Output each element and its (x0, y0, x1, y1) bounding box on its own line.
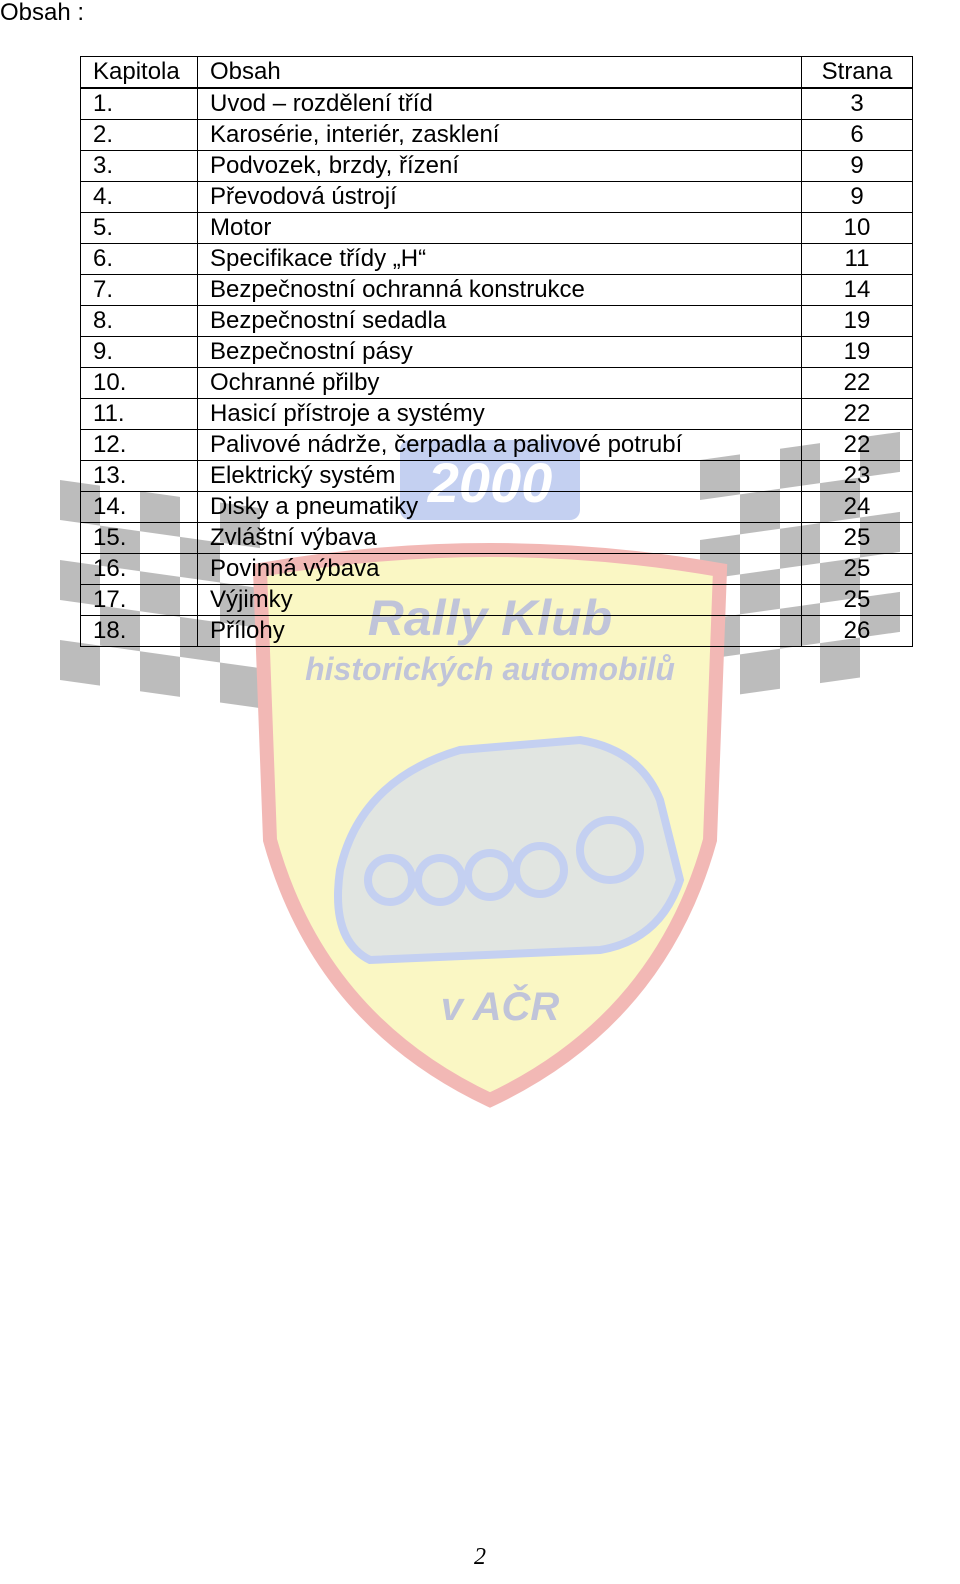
chapter-title: Ochranné přilby (198, 368, 802, 399)
svg-text:2000: 2000 (427, 451, 553, 514)
table-body (81, 88, 913, 647)
chapter-number: 13. (81, 461, 198, 492)
table-row (81, 213, 913, 244)
chapter-title: Bezpečnostní sedadla (198, 306, 802, 337)
chapter-title: Specifikace třídy „H“ (198, 244, 802, 275)
chapter-number: 2. (81, 120, 198, 151)
chapter-number: 12. (81, 430, 198, 461)
chapter-title: Disky a pneumatiky (198, 492, 802, 523)
table-row (81, 585, 913, 616)
chapter-title: Hasicí přístroje a systémy (198, 399, 802, 430)
chapter-title: Uvod – rozdělení tříd (198, 88, 802, 120)
table-row (81, 275, 913, 306)
chapter-page: 22 (802, 399, 913, 430)
table-row (81, 182, 913, 213)
chapter-page: 19 (802, 306, 913, 337)
chapter-page: 24 (802, 492, 913, 523)
table-row (81, 492, 913, 523)
chapter-number: 15. (81, 523, 198, 554)
header-chapter: Kapitola (81, 57, 198, 89)
chapter-title: Bezpečnostní pásy (198, 337, 802, 368)
table-of-contents (80, 56, 913, 647)
chapter-page: 23 (802, 461, 913, 492)
chapter-page: 3 (802, 88, 913, 120)
svg-text:v AČR: v AČR (440, 985, 560, 1029)
chapter-title: Zvláštní výbava (198, 523, 802, 554)
table-row (81, 306, 913, 337)
chapter-page: 25 (802, 523, 913, 554)
chapter-title: Karosérie, interiér, zasklení (198, 120, 802, 151)
chapter-number: 17. (81, 585, 198, 616)
table-row (81, 151, 913, 182)
table-row (81, 399, 913, 430)
page-number: 2 (474, 1544, 486, 1570)
chapter-page: 11 (802, 244, 913, 275)
chapter-page: 19 (802, 337, 913, 368)
chapter-page: 25 (802, 554, 913, 585)
chapter-page: 22 (802, 430, 913, 461)
chapter-number: 7. (81, 275, 198, 306)
chapter-number: 3. (81, 151, 198, 182)
header-page: Strana (802, 57, 913, 89)
table-row (81, 88, 913, 120)
chapter-number: 10. (81, 368, 198, 399)
chapter-number: 16. (81, 554, 198, 585)
table-row (81, 120, 913, 151)
chapter-page: 6 (802, 120, 913, 151)
table-row (81, 337, 913, 368)
chapter-number: 5. (81, 213, 198, 244)
chapter-page: 10 (802, 213, 913, 244)
chapter-page: 9 (802, 182, 913, 213)
svg-text:Rally Klub: Rally Klub (367, 590, 613, 646)
chapter-page: 14 (802, 275, 913, 306)
chapter-number: 11. (81, 399, 198, 430)
chapter-number: 14. (81, 492, 198, 523)
table-row (81, 430, 913, 461)
chapter-title: Bezpečnostní ochranná konstrukce (198, 275, 802, 306)
table-row (81, 616, 913, 647)
chapter-title: Výjimky (198, 585, 802, 616)
table-row (81, 461, 913, 492)
chapter-number: 4. (81, 182, 198, 213)
chapter-title: Palivové nádrže, čerpadla a palivové potrubí (198, 430, 802, 461)
table-row (81, 368, 913, 399)
chapter-page: 26 (802, 616, 913, 647)
chapter-title: Elektrický systém (198, 461, 802, 492)
chapter-number: 8. (81, 306, 198, 337)
table-row (81, 554, 913, 585)
chapter-number: 6. (81, 244, 198, 275)
chapter-title: Podvozek, brzdy, řízení (198, 151, 802, 182)
chapter-title: Povinná výbava (198, 554, 802, 585)
chapter-title: Motor (198, 213, 802, 244)
chapter-number: 9. (81, 337, 198, 368)
chapter-page: 22 (802, 368, 913, 399)
chapter-page: 25 (802, 585, 913, 616)
table-row (81, 244, 913, 275)
chapter-number: 18. (81, 616, 198, 647)
table-row (81, 523, 913, 554)
svg-text:historických automobilů: historických automobilů (305, 651, 675, 687)
chapter-number: 1. (81, 88, 198, 120)
chapter-title: Převodová ústrojí (198, 182, 802, 213)
chapter-title: Přílohy (198, 616, 802, 647)
header-content: Obsah (198, 57, 802, 89)
page-heading: Obsah : (0, 0, 85, 26)
chapter-page: 9 (802, 151, 913, 182)
table-header-row (81, 57, 913, 89)
